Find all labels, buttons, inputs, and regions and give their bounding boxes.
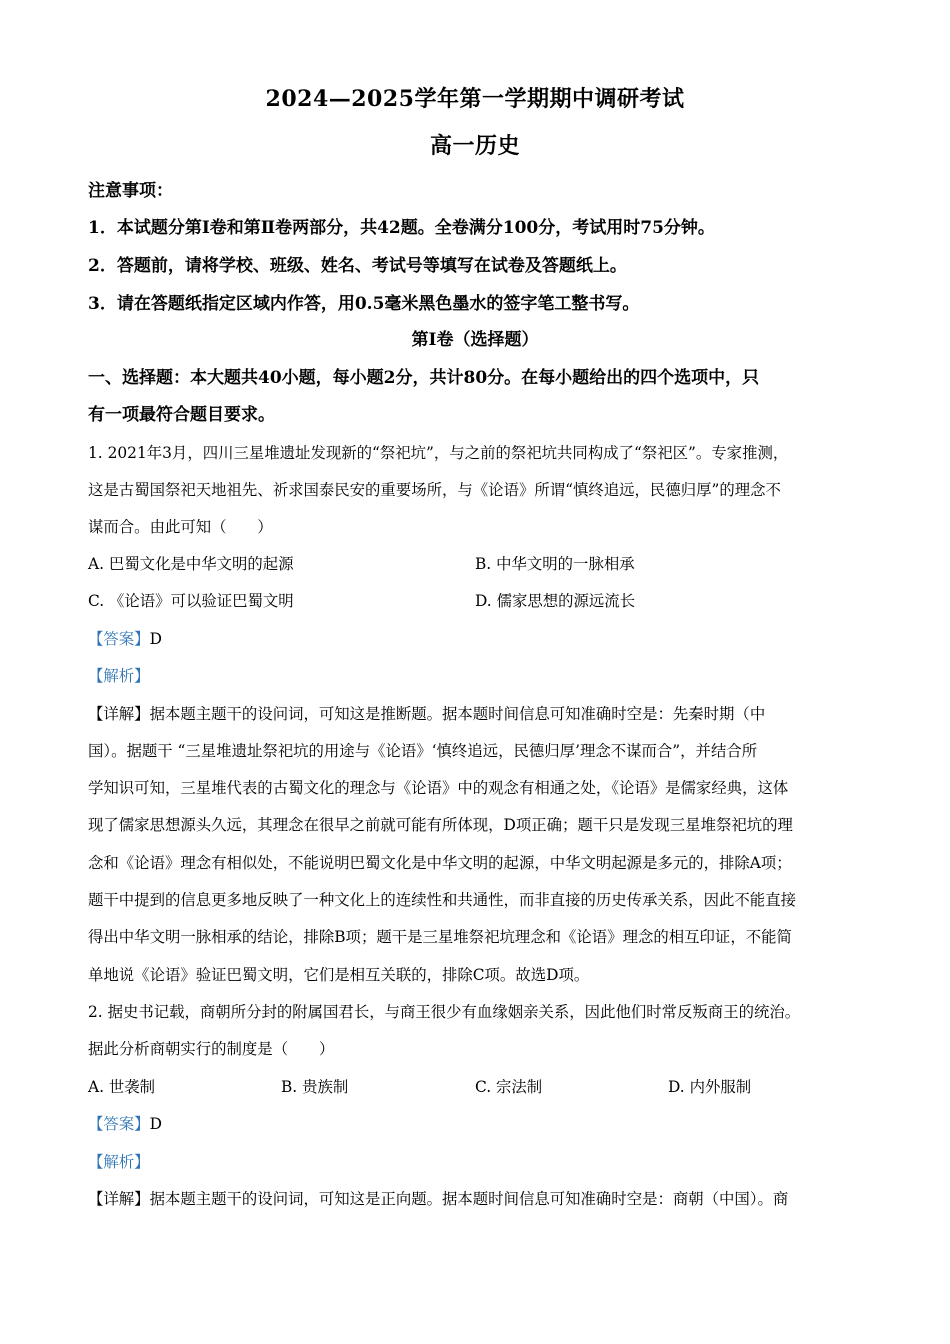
answer-label: 【答案】: [88, 630, 150, 648]
section-instruction: 有一项最符合题目要求。: [88, 405, 275, 425]
question-stem: 谋而合。由此可知（ ）: [88, 518, 273, 536]
detail-line: [88, 702, 863, 726]
answer-row: [88, 627, 863, 651]
notice-item: 3．请在答题纸指定区域内作答，用0.5毫米黑色墨水的签字笔工整书写。: [88, 294, 640, 314]
question-stem: 1. 2021年3月，四川三星堆遗址发现新的“祭祀坑”，与之前的祭祀坑共同构成了“祭祀区”。专家推测，: [88, 444, 789, 462]
detail-line: 念和《论语》理念有相似处，不能说明巴蜀文化是中华文明的起源，中华文明起源是多元的，排除A项；: [88, 854, 792, 872]
section-instruction: 一、选择题：本大题共40小题，每小题2分，共计80分。在每小题给出的四个选项中，只: [88, 368, 760, 388]
section-title: 第Ⅰ卷（选择题）: [411, 330, 539, 350]
detail-line: 得出中华文明一脉相承的结论，排除B项；题干是三星堆祭祀坑理念和《论语》理念的相互印证，不能简: [88, 928, 792, 946]
answer-label: 【答案】: [88, 1115, 150, 1133]
detail-text: 据本题主题干的设问词，可知这是正向题。据本题时间信息可知准确时空是：商朝（中国）。商: [149, 1190, 789, 1208]
option-a: A. 世袭制: [88, 1078, 156, 1096]
exam-subject: 高一历史: [429, 133, 520, 159]
exam-title: 2024—2025学年第一学期期中调研考试: [265, 86, 685, 112]
detail-line: [88, 1187, 863, 1211]
detail-line: 现了儒家思想源头久远，其理念在很早之前就可能有所体现，D项正确；题干只是发现三星堆祭祀坑的理: [88, 816, 793, 834]
detail-line: 题干中提到的信息更多地反映了一种文化上的连续性和共通性，而非直接的历史传承关系，因此不能直接: [88, 891, 796, 909]
detail-label: 【详解】: [88, 705, 150, 723]
detail-line: 单地说《论语》验证巴蜀文明，它们是相互关联的，排除C项。故选D项。: [88, 966, 590, 984]
option-d: D. 内外服制: [668, 1078, 752, 1096]
option-b: B. 贵族制: [281, 1078, 349, 1096]
question-stem: 这是古蜀国祭祀天地祖先、祈求国泰民安的重要场所，与《论语》所谓“慎终追远，民德归厚”的理念不: [88, 481, 781, 499]
option-a: A. 巴蜀文化是中华文明的起源: [88, 555, 294, 573]
question-stem: 据此分析商朝实行的制度是（ ）: [88, 1040, 335, 1058]
detail-line: 学知识可知，三星堆代表的古蜀文化的理念与《论语》中的观念有相通之处，《论语》是儒家经典，这体: [88, 779, 789, 797]
question-stem: 2. 据史书记载，商朝所分封的附属国君长，与商王很少有血缘姻亲关系，因此他们时常反叛商王的统治。: [88, 1003, 801, 1021]
analysis-label: 【解析】: [88, 667, 150, 685]
option-b: B. 中华文明的一脉相承: [475, 555, 635, 573]
answer-value: D: [149, 1115, 162, 1133]
answer-value: D: [149, 630, 162, 648]
analysis-label: 【解析】: [88, 1153, 150, 1171]
option-c: C. 《论语》可以验证巴蜀文明: [88, 592, 294, 610]
detail-line: 国）。据题干 “三星堆遗址祭祀坑的用途与《论语》‘慎终追远，民德归厚’理念不谋而合”，并结合所: [88, 742, 758, 760]
answer-row: [88, 1112, 863, 1136]
option-c: C. 宗法制: [475, 1078, 543, 1096]
option-d: D. 儒家思想的源远流长: [475, 592, 636, 610]
detail-text: 据本题主题干的设问词，可知这是推断题。据本题时间信息可知准确时空是：先秦时期（中: [149, 705, 766, 723]
notice-item: 2．答题前，请将学校、班级、姓名、考试号等填写在试卷及答题纸上。: [88, 256, 627, 276]
detail-label: 【详解】: [88, 1190, 150, 1208]
notice-item: 1．本试题分第Ⅰ卷和第Ⅱ卷两部分，共42题。全卷满分100分，考试用时75分钟。: [88, 218, 715, 238]
notice-heading: 注意事项：: [88, 181, 173, 201]
